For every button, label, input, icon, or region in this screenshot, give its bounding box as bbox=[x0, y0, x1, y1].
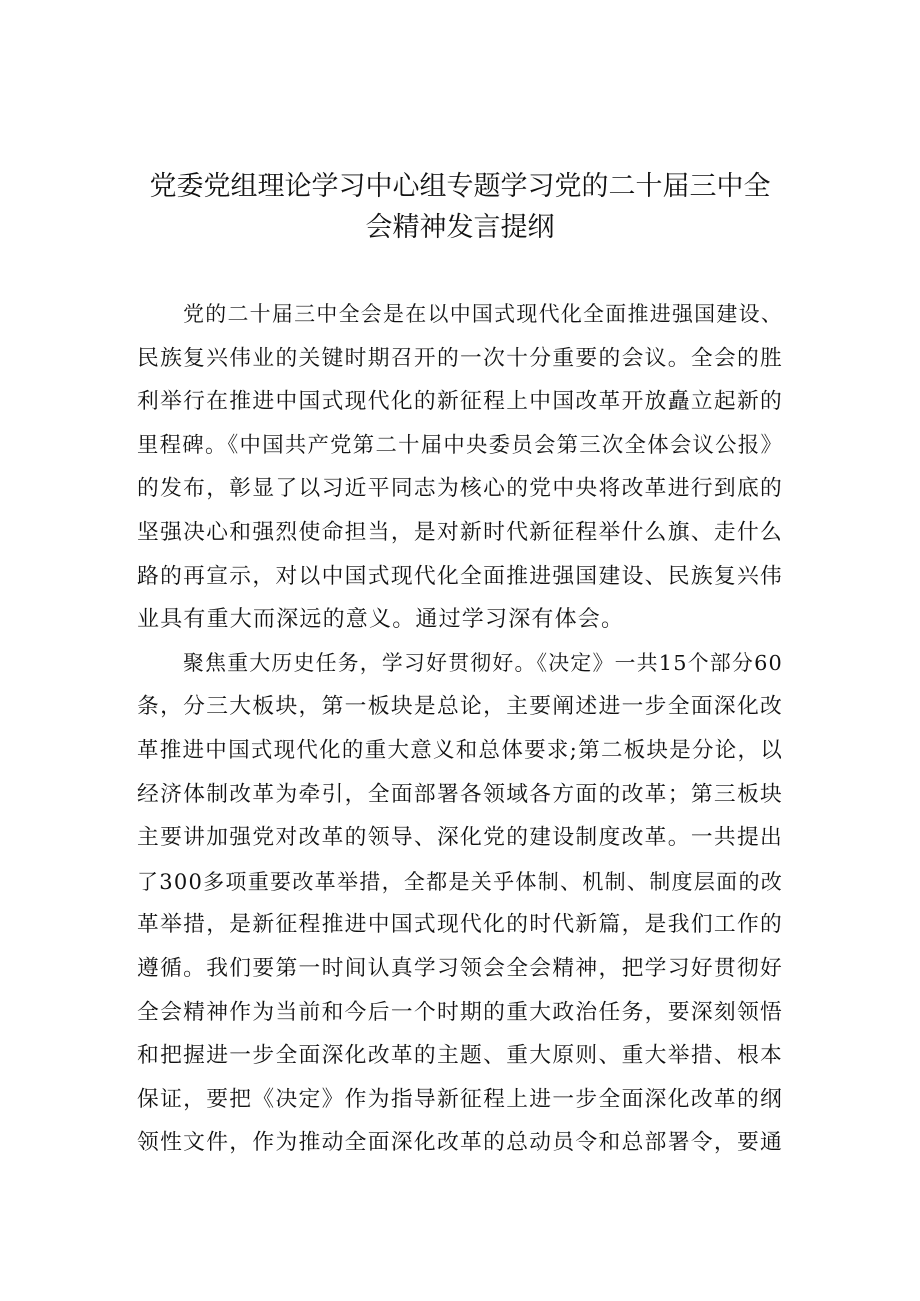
text-line: 主要讲加强党对改革的领导、深化党的建设制度改革。一共提出 bbox=[137, 825, 783, 851]
document-title bbox=[100, 166, 820, 248]
text-line: 坚强决心和强烈使命担当，是对新时代新征程举什么旗、走什么 bbox=[137, 519, 783, 545]
text-line: 全会精神作为当前和今后一个时期的重大政治任务，要深刻领悟 bbox=[137, 999, 783, 1025]
text-line: 党的二十届三中全会是在以中国式现代化全面推进强国建设、 bbox=[183, 302, 783, 326]
text-line: 利举行在推进中国式现代化的新征程上中国改革开放矗立起新的 bbox=[137, 389, 783, 415]
paragraph-1 bbox=[137, 293, 783, 642]
text-line: 业具有重大而深远的意义。通过学习深有体会。 bbox=[137, 607, 625, 633]
title-line: 党委党组理论学习中心组专题学习党的二十届三中全 bbox=[149, 171, 771, 202]
document-body bbox=[137, 293, 783, 1165]
text-line: 遵循。我们要第一时间认真学习领会全会精神，把学习好贯彻好 bbox=[137, 955, 783, 981]
text-line: 聚焦重大历史任务，学习好贯彻好。《决定》一共15个部分60 bbox=[183, 650, 783, 675]
paragraph-2 bbox=[137, 642, 783, 1165]
text-line: 革举措，是新征程推进中国式现代化的时代新篇，是我们工作的 bbox=[137, 912, 783, 938]
text-line: 了300多项重要改革举措，全都是关乎体制、机制、制度层面的改 bbox=[137, 868, 783, 894]
text-line: 里程碑。《中国共产党第二十届中央委员会第三次全体会议公报》 bbox=[137, 432, 783, 458]
text-line: 民族复兴伟业的关键时期召开的一次十分重要的会议。全会的胜 bbox=[137, 345, 783, 371]
text-line: 保证，要把《决定》作为指导新征程上进一步全面深化改革的纲 bbox=[137, 1086, 783, 1112]
text-line: 条，分三大板块，第一板块是总论，主要阐述进一步全面深化改 bbox=[137, 694, 783, 720]
title-line: 会精神发言提纲 bbox=[365, 212, 555, 243]
text-line: 领性文件，作为推动全面深化改革的总动员令和总部署令，要通 bbox=[137, 1130, 783, 1156]
text-line: 的发布，彰显了以习近平同志为核心的党中央将改革进行到底的 bbox=[137, 476, 783, 502]
text-line: 路的再宣示，对以中国式现代化全面推进强国建设、民族复兴伟 bbox=[137, 563, 783, 589]
text-line: 革推进中国式现代化的重大意义和总体要求;第二板块是分论，以 bbox=[137, 737, 783, 763]
text-line: 经济体制改革为牵引，全面部署各领域各方面的改革；第三板块 bbox=[137, 781, 783, 807]
text-line: 和把握进一步全面深化改革的主题、重大原则、重大举措、根本 bbox=[137, 1043, 783, 1069]
